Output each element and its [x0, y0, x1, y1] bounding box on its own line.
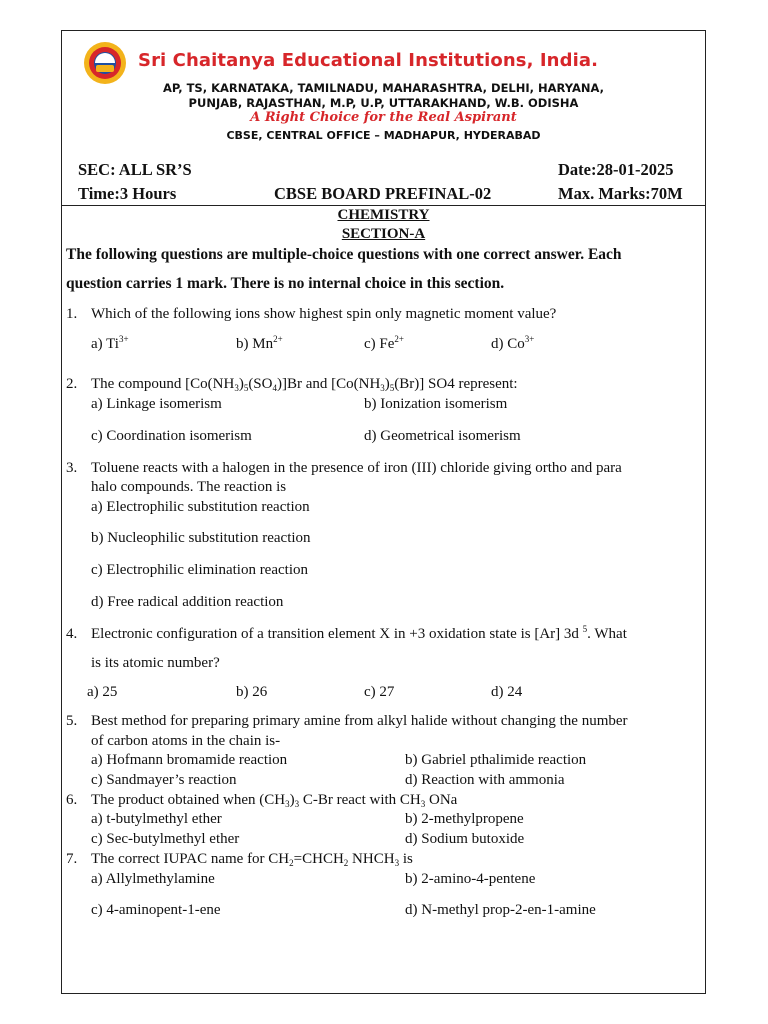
q4-option-b: b) 26: [236, 684, 268, 700]
max-marks: Max. Marks:70M: [558, 184, 683, 203]
q2-option-d: d) Geometrical isomerism: [364, 428, 521, 444]
q2-option-a: a) Linkage isomerism: [91, 396, 222, 412]
q1-option-b: b) $Mn^{2+}$: [236, 334, 283, 352]
q3-option-b: b) Nucleophilic substitution reaction: [91, 530, 311, 546]
q4-number: 4.: [66, 626, 78, 642]
q5-number: 5.: [66, 713, 78, 729]
q3-option-a: a) Electrophilic substitution reaction: [91, 499, 310, 515]
office-address: CBSE, CENTRAL OFFICE – MADHAPUR, HYDERABAD: [226, 129, 541, 142]
q7-option-a: a) Allylmethylamine: [91, 871, 215, 887]
section-label: SEC: ALL SR’S: [78, 160, 192, 179]
header-divider: [61, 205, 706, 206]
q1-number: 1.: [66, 306, 78, 322]
q4-option-d: d) 24: [491, 684, 523, 700]
instructions-line-1: The following questions are multiple-choice questions with one correct answer. Each: [66, 246, 622, 263]
states-line-1: AP, TS, KARNATAKA, TAMILNADU, MAHARASHTRA, DELHI, HARYANA,: [162, 81, 605, 95]
q5-option-d: d) Reaction with ammonia: [405, 772, 565, 788]
q1-option-d: d) $Co^{3+}$: [491, 334, 535, 352]
q3-text-line-1: Toluene reacts with a halogen in the presence of iron (III) chloride giving ortho and para: [91, 460, 622, 476]
tagline: A Right Choice for the Real Aspirant: [250, 110, 517, 125]
q6-option-b: b) 2-methylpropene: [405, 811, 524, 827]
q4-text-line-1: Electronic configuration of a transition element X in +3 oxidation state is [Ar] 3d $^5$. What: [91, 624, 627, 642]
q5-text-line-1: Best method for preparing primary amine from alkyl halide without changing the number: [91, 713, 628, 729]
q7-text: The correct IUPAC name for $CH_2=CHCH_2$ $NHCH_3$ is: [91, 851, 413, 868]
q3-option-c: c) Electrophilic elimination reaction: [91, 562, 308, 578]
exam-time: Time:3 Hours: [78, 184, 177, 203]
states-line-2: PUNJAB, RAJASTHAN, M.P, U.P, UTTARAKHAND, W.B. ODISHA: [188, 96, 579, 110]
q1-option-a: a) $Ti^{3+}$: [91, 334, 129, 352]
q3-number: 3.: [66, 460, 78, 476]
section-title: SECTION-A: [341, 226, 426, 242]
q7-option-d: d) N-methyl prop-2-en-1-amine: [405, 902, 596, 918]
instructions-line-2: question carries 1 mark. There is no internal choice in this section.: [66, 275, 505, 292]
q3-text-line-2: halo compounds. The reaction is: [91, 479, 287, 495]
q2-text: The compound $[Co(NH_3)_5(SO_4)]Br$ and $[Co(NH_3)_5(Br)]$ SO4 represent:: [91, 376, 518, 393]
q7-option-c: c) 4-aminopent-1-ene: [91, 902, 221, 918]
q2-option-c: c) Coordination isomerism: [91, 428, 252, 444]
q4-option-a: a) 25: [87, 684, 118, 700]
exam-date: Date:28-01-2025: [558, 160, 674, 179]
q5-option-c: c) Sandmayer’s reaction: [91, 772, 237, 788]
q7-option-b: b) 2-amino-4-pentene: [405, 871, 536, 887]
q6-option-d: d) Sodium butoxide: [405, 831, 525, 847]
q5-option-a: a) Hofmann bromamide reaction: [91, 752, 288, 768]
q6-option-a: a) t-butylmethyl ether: [91, 811, 222, 827]
q2-option-b: b) Ionization isomerism: [364, 396, 508, 412]
q1-option-c: c) $Fe^{2+}$: [364, 334, 404, 352]
q5-text-line-2: of carbon atoms in the chain is-: [91, 733, 281, 749]
exam-name: CBSE BOARD PREFINAL-02: [274, 184, 492, 203]
q1-text: Which of the following ions show highest spin only magnetic moment value?: [91, 306, 557, 322]
q7-number: 7.: [66, 851, 78, 867]
institution-logo-icon: [82, 40, 128, 86]
q6-option-c: c) Sec-butylmethyl ether: [91, 831, 240, 847]
q4-option-c: c) 27: [364, 684, 395, 700]
q2-number: 2.: [66, 376, 78, 392]
subject-title: CHEMISTRY: [337, 207, 430, 223]
q6-number: 6.: [66, 792, 78, 808]
q5-option-b: b) Gabriel pthalimide reaction: [405, 752, 587, 768]
q6-text: The product obtained when $(CH_3)_3$ C-Br react with $CH_3$ ONa: [91, 792, 458, 809]
q4-text-line-2: is its atomic number?: [91, 655, 220, 671]
q3-option-d: d) Free radical addition reaction: [91, 594, 284, 610]
institution-name: Sri Chaitanya Educational Institutions, India.: [138, 50, 599, 71]
